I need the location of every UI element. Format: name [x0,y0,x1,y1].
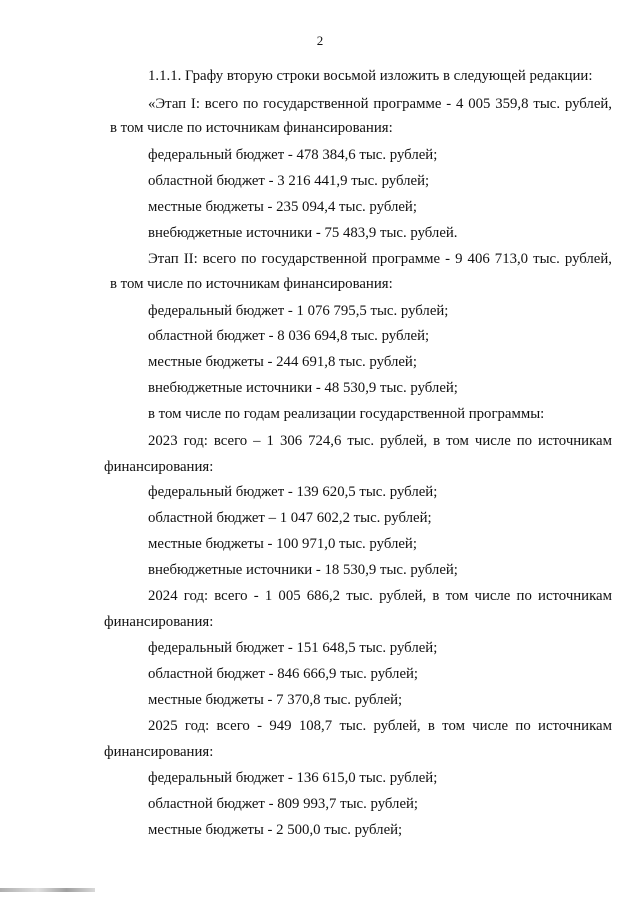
paragraph-line: в том числе по источникам финансирования: [110,276,393,292]
paragraph-line: внебюджетные источники - 18 530,9 тыс. рублей; [148,562,458,578]
paragraph-line: 2024 год: всего - 1 005 686,2 тыс. рублей, в том числе по источникам [148,588,612,604]
paragraph-line: 1.1.1. Графу вторую строки восьмой изложить в следующей редакции: [148,68,593,84]
paragraph-line: областной бюджет - 3 216 441,9 тыс. рублей; [148,173,430,189]
paragraph-line: областной бюджет - 8 036 694,8 тыс. рублей; [148,328,430,344]
paragraph-line: областной бюджет - 846 666,9 тыс. рублей; [148,666,419,682]
scan-artifact [0,888,95,892]
paragraph-line: федеральный бюджет - 136 615,0 тыс. рублей; [148,770,438,786]
paragraph-line: федеральный бюджет - 151 648,5 тыс. рублей; [148,640,438,656]
paragraph-line: в том числе по годам реализации государственной программы: [148,406,545,422]
paragraph-line: 2025 год: всего - 949 108,7 тыс. рублей, в том числе по источникам [148,718,612,734]
paragraph-line: внебюджетные источники - 75 483,9 тыс. рублей. [148,225,458,241]
paragraph-line: федеральный бюджет - 139 620,5 тыс. рублей; [148,484,438,500]
paragraph-line: Этап II: всего по государственной программе - 9 406 713,0 тыс. рублей, [148,251,612,267]
paragraph-line: финансирования: [104,459,214,475]
paragraph-line: местные бюджеты - 2 500,0 тыс. рублей; [148,822,403,838]
paragraph-line: местные бюджеты - 100 971,0 тыс. рублей; [148,536,417,552]
paragraph-line: областной бюджет – 1 047 602,2 тыс. рублей; [148,510,432,526]
paragraph-line: «Этап I: всего по государственной программе - 4 005 359,8 тыс. рублей, [148,96,612,112]
paragraph-line: местные бюджеты - 235 094,4 тыс. рублей; [148,199,417,215]
page-number: 2 [316,33,324,48]
paragraph-line: в том числе по источникам финансирования: [110,120,393,136]
paragraph-line: федеральный бюджет - 478 384,6 тыс. рублей; [148,147,438,163]
paragraph-line: внебюджетные источники - 48 530,9 тыс. рублей; [148,380,458,396]
paragraph-line: финансирования: [104,744,214,760]
paragraph-line: областной бюджет - 809 993,7 тыс. рублей; [148,796,419,812]
paragraph-line: федеральный бюджет - 1 076 795,5 тыс. рублей; [148,303,449,319]
paragraph-line: финансирования: [104,614,214,630]
paragraph-line: 2023 год: всего – 1 306 724,6 тыс. рублей, в том числе по источникам [148,433,612,449]
paragraph-line: местные бюджеты - 244 691,8 тыс. рублей; [148,354,417,370]
paragraph-line: местные бюджеты - 7 370,8 тыс. рублей; [148,692,403,708]
